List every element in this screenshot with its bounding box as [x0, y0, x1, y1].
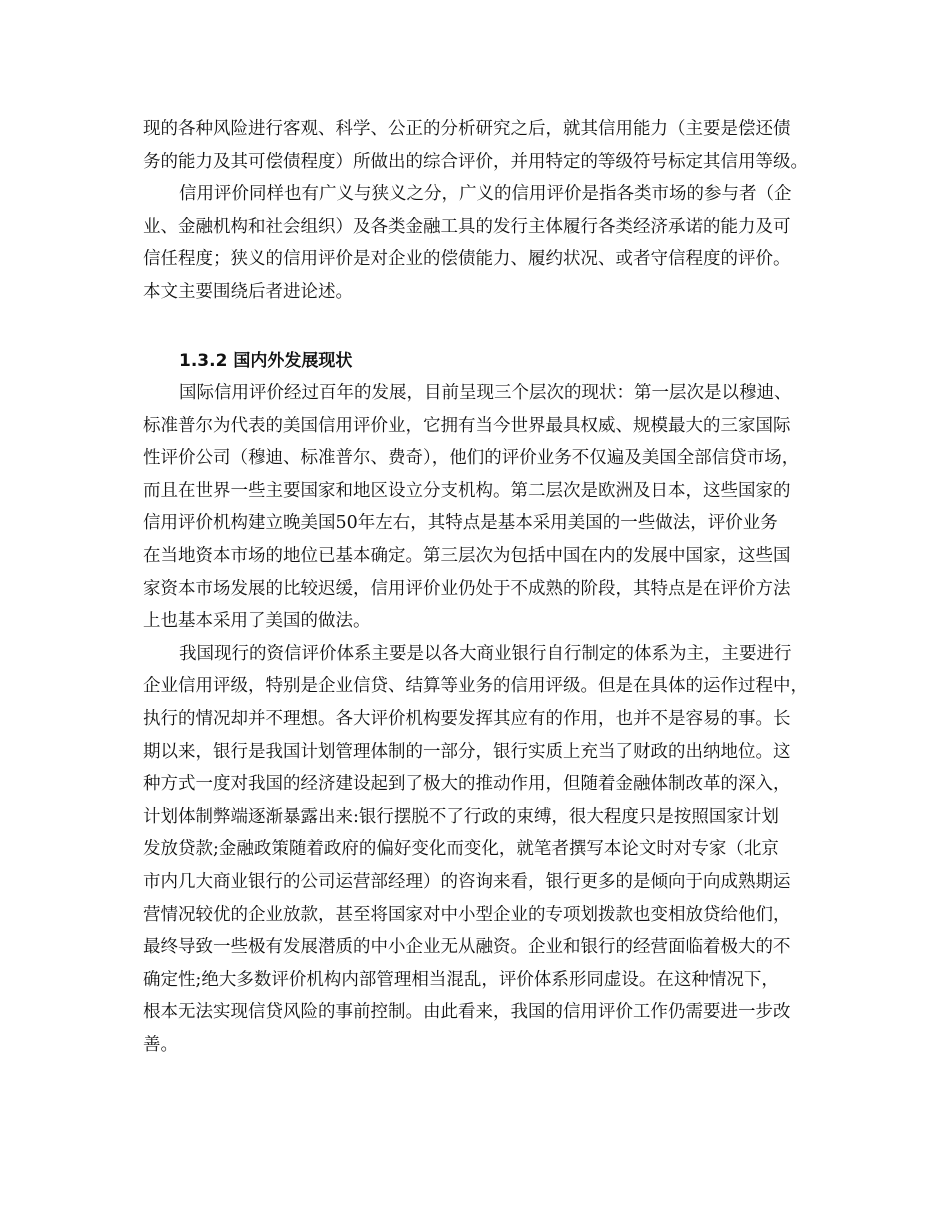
- text-line: 企业信用评级，特别是企业信贷、结算等业务的信用评级。但是在具体的运作过程中，: [143, 676, 808, 697]
- text-line: 发放贷款;金融政策随着政府的偏好变化而变化，就笔者撰写本论文时对专家（北京: [143, 839, 779, 860]
- text-line: 种方式一度对我国的经济建设起到了极大的推动作用，但随着金融体制改革的深入，: [143, 774, 791, 795]
- text-line: 而且在世界一些主要国家和地区设立分支机构。第二层次是欧洲及日本，这些国家的: [143, 480, 791, 501]
- text-line: 确定性;绝大多数评价机构内部管理相当混乱，评价体系形同虚设。在这种情况下，: [143, 969, 779, 990]
- paragraph-start-line: 国际信用评价经过百年的发展，目前呈现三个层次的现状：第一层次是以穆迪、: [179, 383, 792, 403]
- text-line: 市内几大商业银行的公司运营部经理）的咨询来看，银行更多的是倾向于向成熟期运: [143, 871, 791, 892]
- paragraph-start-line: 信用评价同样也有广义与狭义之分，广义的信用评价是指各类市场的参与者（企: [179, 184, 792, 205]
- text-line: 最终导致一些极有发展潜质的中小企业无从融资。企业和银行的经营面临着极大的不: [143, 937, 791, 958]
- section-heading-block: [143, 345, 833, 378]
- body-text-top: [143, 113, 833, 309]
- text-line: 计划体制弊端逐渐暴露出来:银行摆脱不了行政的束缚，很大程度只是按照国家计划: [143, 806, 779, 827]
- paragraph-start-line: 我国现行的资信评价体系主要是以各大商业银行自行制定的体系为主，主要进行: [179, 643, 792, 664]
- text-line: 性评价公司（穆迪、标准普尔、费奇），他们的评价业务不仅遍及美国全部信贷市场，: [143, 448, 800, 469]
- text-line: 现的各种风险进行客观、科学、公正的分析研究之后，就其信用能力（主要是偿还债: [143, 119, 791, 139]
- text-line: 善。: [143, 1034, 178, 1055]
- text-line: 家资本市场发展的比较迟缓，信用评价业仍处于不成熟的阶段，其特点是在评价方法: [143, 578, 791, 599]
- text-line: 标准普尔为代表的美国信用评价业，它拥有当今世界最具权威、规模最大的三家国际: [143, 415, 791, 436]
- text-line: 根本无法实现信贷风险的事前控制。由此看来，我国的信用评价工作仍需要进一步改: [143, 1002, 791, 1023]
- text-line: 在当地资本市场的地位已基本确定。第三层次为包括中国在内的发展中国家，这些国: [143, 545, 791, 566]
- text-line: 信任程度；狭义的信用评价是对企业的偿债能力、履约状况、或者守信程度的评价。: [143, 249, 791, 270]
- text-line: 上也基本采用了美国的做法。: [143, 611, 371, 632]
- text-line: 本文主要围绕后者进论述。: [143, 281, 353, 302]
- text-line: 营情况较优的企业放款，甚至将国家对中小型企业的专项划拨款也变相放贷给他们，: [143, 904, 791, 925]
- text-line: 务的能力及其可偿债程度）所做出的综合评价，并用特定的等级符号标定其信用等级。: [143, 151, 808, 172]
- body-text-main: [143, 377, 833, 1061]
- section-heading: 1.3.2 国内外发展现状: [179, 351, 353, 371]
- text-line: 业、金融机构和社会组织）及各类金融工具的发行主体履行各类经济承诺的能力及可: [143, 216, 791, 237]
- text-line: 执行的情况却并不理想。各大评价机构要发挥其应有的作用，也并不是容易的事。长: [143, 708, 791, 729]
- text-line: 信用评价机构建立晚美国50年左右，其特点是基本采用美国的一些做法，评价业务: [143, 513, 778, 534]
- text-line: 期以来，银行是我国计划管理体制的一部分，银行实质上充当了财政的出纳地位。这: [143, 741, 791, 762]
